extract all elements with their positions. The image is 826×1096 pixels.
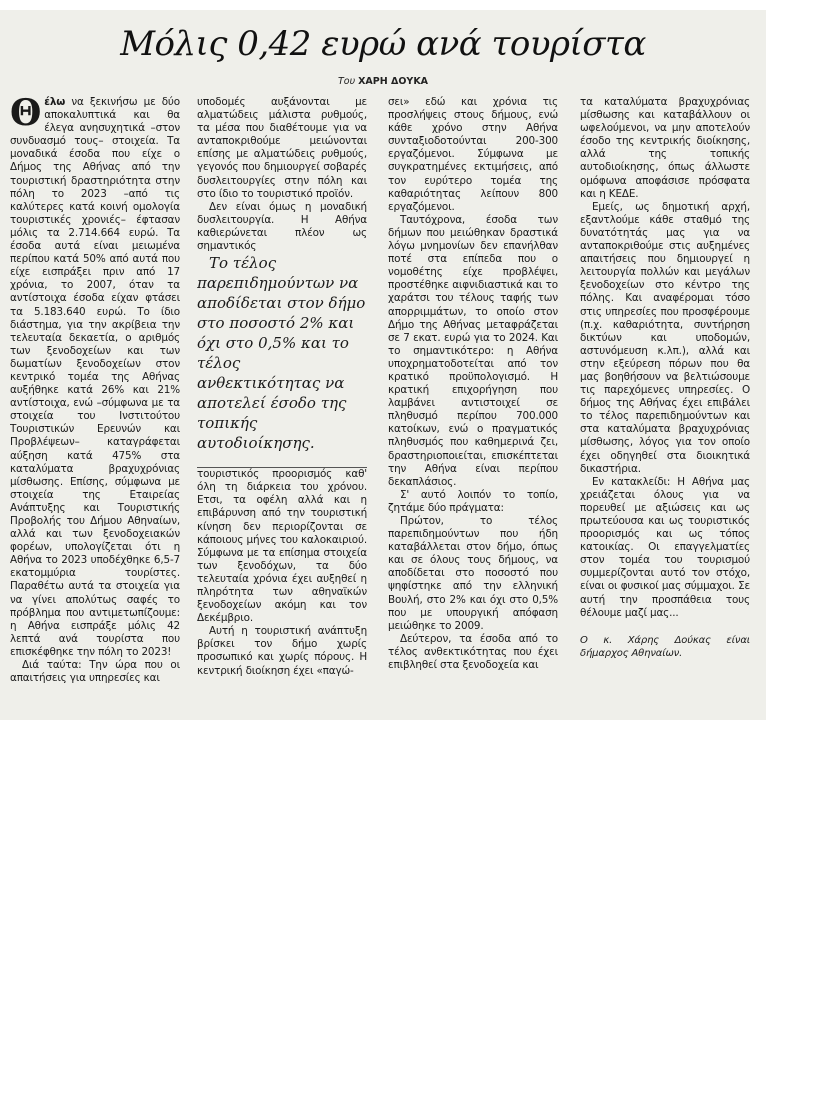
column-3 bbox=[388, 96, 558, 716]
column-2 bbox=[197, 96, 367, 716]
lead-text: να ξεκινήσω με δύο αποκαλυπτικά και θα έλεγα ανησυχητικά –στον συνδυασμό τους– στοιχεία. Τα μοναδικά έσοδα που είχε ο Δήμος της Αθήνας από την τουριστική δραστηριότητα στην πόλη το 2023 –από τις καλύτερες κατά κοινή ομολογία τουριστικές χρονιές– έφτασαν μόλις τα 2.714.664 ευρώ. Τα έσοδα αυτά είναι μειωμένα περίπου κατά 50% από αυτά που είχε εισπράξει πριν από 17 χρόνια, το 2007, όταν τα αντίστοιχα έσοδα είχαν φτάσει τα 5.183.640 ευρώ. Το ίδιο διάστημα, για την ακρίβεια την τελευταία δεκαετία, ο αριθμός των ξενοδοχείων και των δωματίων ξενοδοχείων στον κεντρικό τομέα της Αθήνας αυξήθηκε κατά 26% και 21% αντίστοιχα, ενώ –σύμφωνα με τα στοιχεία του Ινστιτούτου Τουριστικών Ερευνών και Προβλέψεων– καταγράφεται αύξηση κατά 475% στα καταλύματα βραχυχρόνιας μίσθωσης. Επίσης, σύμφωνα με στοιχεία της Εταιρείας Ανάπτυξης και Τουριστικής Προβολής του Δήμου Αθηναίων, αλλά και των ξενοδοχειακών φορέων, υπολογίζεται ότι η Αθήνα το 2023 υποδέχθηκε 6,5-7 εκατομμύρια τουρίστες. Παραθέτω αυτά τα στοιχεία για να γίνει απολύτως σαφές το πρόβλημα που αντιμετωπίζουμε: η Αθήνα εισπράξε μόλις 42 λεπτά ανά τουρίστα που επισκέφθηκε την πόλη το 2023! bbox=[10, 96, 180, 658]
column-4 bbox=[580, 96, 750, 716]
paragraph: τουριστικός προορισμός καθ' όλη τη διάρκεια του χρόνου. Ετσι, τα οφέλη αλλά και η επιβάρυνση από την τουριστική κίνηση δεν περιορίζονται σε κάποιους μήνες του καλοκαιριού. Σύμφωνα με τα επίσημα στοιχεία των ξενοδόχων, τα δύο τελευταία χρόνια έχει αυξηθεί η πληρότητα των αθηναϊκών ξενοδοχείων ακόμη και τον Δεκέμβριο. bbox=[197, 468, 367, 625]
paragraph: τα καταλύματα βραχυχρόνιας μίσθωσης και καταβάλλουν οι ωφελούμενοι, να μην αποτελούν έσοδο της κεντρικής διοίκησης, αλλά της τοπικής αυτοδιοίκησης, όπως άλλωστε ομόφωνα αποφάσισε πρόσφατα και η ΚΕΔΕ. bbox=[580, 96, 750, 200]
paragraph: Εν κατακλείδι: Η Αθήνα μας χρειάζεται όλους για να πορευθεί με αξιώσεις και ως πρωτεύουσα και ως τουριστικός προορισμός και ως τόπος κατοικίας. Οι επαγγελματίες στον τομέα του τουρισμού συμμερίζονται αυτό τον στόχο, είναι οι φυσικοί μας σύμμαχοι. Σε αυτή την προσπάθεια τους θέλουμε μαζί μας... bbox=[580, 475, 750, 619]
byline bbox=[0, 76, 766, 87]
paragraph: Δεύτερον, τα έσοδα από το τέλος ανθεκτικότητας που έχει επιβληθεί στα ξενοδοχεία και bbox=[388, 632, 558, 672]
lead-paragraph bbox=[10, 96, 180, 659]
column-1 bbox=[10, 96, 180, 716]
paragraph: Αυτή η τουριστική ανάπτυξη βρίσκει τον δήμο χωρίς προσωπικό και χωρίς πόρους. Η κεντρική διοίκηση έχει «παγώ- bbox=[197, 625, 367, 677]
byline-prefix: Του bbox=[337, 76, 356, 87]
headline: Μόλις 0,42 ευρώ ανά τουρίστα bbox=[120, 24, 646, 64]
paragraph: υποδομές αυξάνονται με αλματώδεις μάλιστα ρυθμούς, τα μέσα που διαθέτουμε για να ανταποκριθούμε μειώνονται επίσης με αλματώδεις ρυθμούς, γεγονός που δημιουργεί σοβαρές δυσλειτουργίες στην πόλη και στο ίδιο το τουριστικό προϊόν. bbox=[197, 96, 367, 200]
paragraph: σει» εδώ και χρόνια τις προσλήψεις στους δήμους, ενώ κάθε χρόνο στην Αθήνα συνταξιοδοτούνται 200-300 εργαζόμενοι. Σύμφωνα με συγκρατημένες εκτιμήσεις, από τον ευρύτερο τομέα της καθαριότητας λείπουν 800 εργαζόμενοι. bbox=[388, 96, 558, 213]
article-clipping bbox=[0, 10, 766, 720]
drop-cap: Θ bbox=[10, 96, 42, 134]
paragraph: Σ' αυτό λοιπόν το τοπίο, ζητάμε δύο πράγματα: bbox=[388, 488, 558, 514]
pull-quote: Το τέλος παρεπιδημούντων να αποδίδεται στον δήμο στο ποσοστό 2% και όχι στο 0,5% και το τέλος ανθεκτικότητας να αποτελεί έσοδο της τοπικής αυτοδιοίκησης. bbox=[197, 253, 367, 468]
paragraph: Πρώτον, το τέλος παρεπιδημούντων που ήδη καταβάλλεται στον δήμο, όπως και σε όλους τους δήμους, να αποδίδεται στο ποσοστό που ψηφίστηκε από την ελληνική Βουλή, στο 2% και όχι στο 0,5% που με υπουργική απόφαση μειώθηκε το 2009. bbox=[388, 515, 558, 632]
paragraph: Εμείς, ως δημοτική αρχή, εξαντλούμε κάθε σταθμό της δυνατότητάς μας για να ανταποκριθούμε στις αυξημένες απαιτήσεις που δημιουργεί η λειτουργία πολλών και μεγάλων ξενοδοχείων στο κέντρο της πόλης. Και αναφέρομαι τόσο στις υπηρεσίες που προσφέρουμε (π.χ. καθαριότητα, συντήρηση δικτύων και υποδομών, αστυνόμευση κ.λπ.), αλλά και στην εξεύρεση πόρων που θα μας βοηθήσουν να βελτιώσουμε τις παρεχόμενες υπηρεσίες. Ο δήμος της Αθήνας έχει επιβάλει το τέλος παρεπιδημούντων και στα καταλύματα βραχυχρόνιας μίσθωσης, λόγος για τον οποίο έχει οδηγηθεί στα διοικητικά δικαστήρια. bbox=[580, 200, 750, 475]
byline-author: ΧΑΡΗ ΔΟΥΚΑ bbox=[358, 76, 429, 87]
author-signature: Ο κ. Χάρης Δούκας είναι δήμαρχος Αθηναίων. bbox=[580, 634, 750, 659]
lead-bold-word: έλω bbox=[44, 96, 66, 108]
paragraph: Δεν είναι όμως η μοναδική δυσλειτουργία. Η Αθήνα καθιερώνεται πλέον ως σημαντικός bbox=[197, 200, 367, 253]
paragraph: Ταυτόχρονα, έσοδα των δήμων που μειώθηκαν δραστικά λόγω μνημονίων δεν επανήλθαν ποτέ στα επίπεδα που ο νομοθέτης είχε προβλέψει, προστέθηκε αιφνιδιαστικά και το χαράτσι του τέλους ταφής των απορριμμάτων, το οποίο στον Δήμο της Αθήνας μεταφράζεται σε 7 εκατ. ευρώ για το 2024. Και το σημαντικότερο: η Αθήνα υποχρηματοδοτείται από τον κρατικό προϋπολογισμό. Η κρατική επιχορήγηση που λαμβάνει αντιστοιχεί σε πληθυσμό περίπου 700.000 κατοίκων, ενώ ο πραγματικός πληθυσμός που καθημερινά ζει, δραστηριοποιείται, επισκέπτεται την Αθήνα είναι περίπου δεκαπλάσιος. bbox=[388, 213, 558, 488]
paragraph: Διά ταύτα: Την ώρα που οι απαιτήσεις για υπηρεσίες και bbox=[10, 659, 180, 685]
